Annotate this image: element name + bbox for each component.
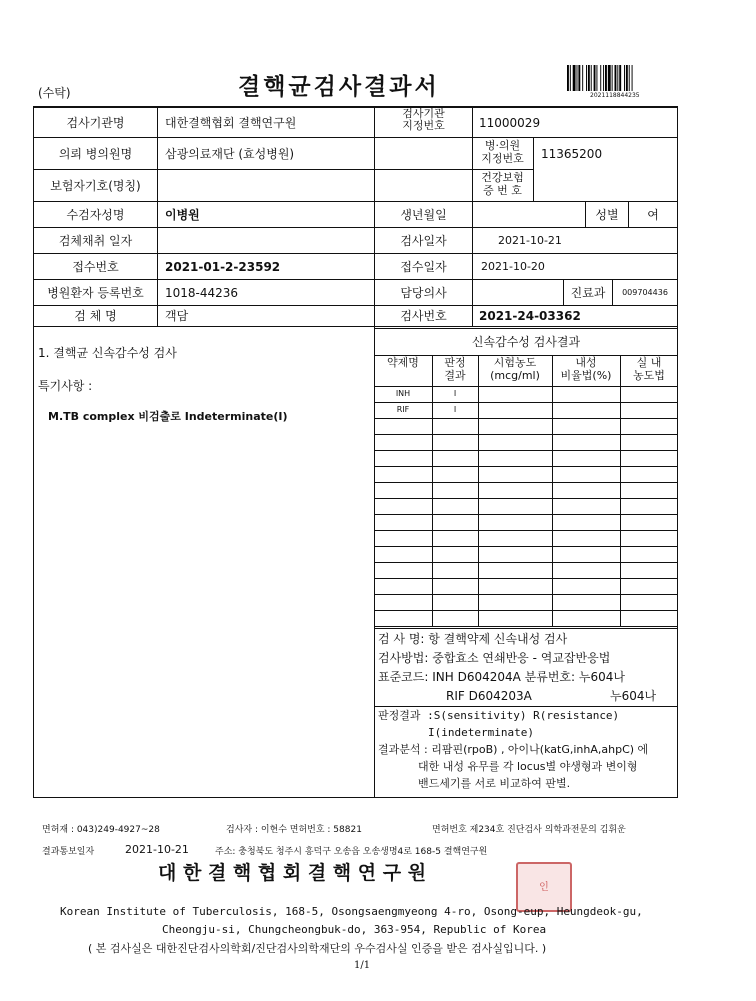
results-header-1: 판정 결과 bbox=[444, 356, 466, 382]
receipt-label: 접수번호 bbox=[72, 259, 119, 274]
testno-value: 2021-24-03362 bbox=[479, 309, 581, 323]
specimen-label: 검 체 명 bbox=[74, 309, 117, 323]
results-cell-1-0: RIF bbox=[396, 405, 410, 414]
method-code1: 표준코드: INH D604204A 분류번호: 누604나 bbox=[378, 670, 625, 684]
sex-label: 성별 bbox=[595, 207, 619, 222]
address-en-1: Korean Institute of Tuberculosis, 168-5, Osongsaengmyeong 4-ro, Osong-eup, Heungdeok-gu, bbox=[60, 905, 643, 918]
judge-line1: 판정결과 :S(sensitivity) R(resistance) bbox=[378, 709, 620, 722]
results-header-0: 약제명 bbox=[387, 356, 419, 369]
address-en-2: Cheongju-si, Chungcheongbuk-do, 363-954, Republic of Korea bbox=[162, 923, 547, 936]
dept-label: 진료과 bbox=[570, 285, 606, 300]
sex-value: 여 bbox=[647, 207, 659, 222]
test-item: 1. 결핵균 신속감수성 검사 bbox=[38, 346, 177, 360]
patient-label: 수검자성명 bbox=[66, 207, 125, 222]
results-header-2: 시험농도 (mcg/ml) bbox=[490, 356, 540, 382]
analysis-line2: 대한 내성 유무를 각 locus별 야생형과 변이형 bbox=[418, 760, 638, 773]
results-cell-0-0: INH bbox=[395, 389, 411, 398]
dept-value: 009704436 bbox=[622, 288, 668, 297]
patient-value: 이병원 bbox=[165, 207, 200, 222]
method-code2: RIF D604203A bbox=[446, 689, 532, 703]
footer-phone: 면허재 : 043)249-4927~28 bbox=[42, 825, 160, 835]
barcode bbox=[567, 65, 645, 91]
page-title: 결핵균검사결과서 bbox=[238, 74, 440, 100]
inst-no-label: 검사기관 지정번호 bbox=[402, 107, 445, 132]
testdate-label: 검사일자 bbox=[400, 233, 447, 248]
request-tag: (수탁) bbox=[38, 86, 71, 100]
footer-tester: 검사자 : 이현수 면허번호 : 58821 bbox=[226, 825, 362, 835]
specimen-value: 객담 bbox=[165, 309, 189, 323]
official-seal: 인 bbox=[516, 862, 572, 912]
results-header-3: 내성 비율법(%) bbox=[560, 356, 612, 382]
results-title: 신속감수성 검사결과 bbox=[471, 335, 581, 349]
judge-line2: I(indeterminate) bbox=[428, 726, 534, 739]
address-kr: 주소: 충청북도 청주시 흥덕구 오송읍 오송생명4로 168-5 결핵연구원 bbox=[215, 847, 488, 857]
recvdate-label: 접수일자 bbox=[400, 259, 447, 274]
footer-license: 면허번호 제234호 진단검사 의학과전문의 김휘운 bbox=[432, 825, 626, 835]
inst-no-value: 11000029 bbox=[479, 115, 541, 130]
doctor-label: 담당의사 bbox=[400, 285, 447, 300]
inst-value: 대한결핵협회 결핵연구원 bbox=[165, 115, 297, 130]
results-header-4: 실 내 농도법 bbox=[633, 356, 665, 382]
testno-label: 검사번호 bbox=[400, 309, 447, 323]
barcode-number: 2021118844235 bbox=[590, 92, 640, 99]
req-no-value: 11365200 bbox=[541, 146, 603, 161]
remarks-value: M.TB complex 비검출로 Indeterminate(I) bbox=[48, 410, 288, 423]
reg-value: 1018-44236 bbox=[165, 285, 239, 300]
analysis-line3: 밴드세기를 서로 비교하여 판별. bbox=[418, 777, 571, 790]
page-number: 1/1 bbox=[354, 960, 371, 971]
remarks-label: 특기사항 : bbox=[38, 379, 93, 393]
req-value: 삼광의료재단 (효성병원) bbox=[165, 146, 295, 161]
method-method: 검사방법: 중합효소 연쇄반응 - 역교잡반응법 bbox=[378, 651, 611, 665]
insurer-label: 보험자기호(명칭) bbox=[50, 178, 141, 193]
req-label: 의뢰 병의원명 bbox=[58, 146, 133, 161]
recvdate-value: 2021-10-20 bbox=[481, 260, 545, 273]
results-cell-1-1: I bbox=[453, 405, 457, 414]
results-cell-0-1: I bbox=[453, 389, 457, 398]
testdate-value: 2021-10-21 bbox=[498, 234, 562, 247]
reg-label: 병원환자 등록번호 bbox=[47, 285, 144, 300]
collect-label: 검체채취 일자 bbox=[58, 233, 133, 248]
method-code2-class: 누604나 bbox=[610, 689, 657, 703]
report-label: 결과통보일자 bbox=[42, 847, 95, 857]
dob-label: 생년월일 bbox=[400, 207, 447, 222]
req-no-label: 병·의원 지정번호 bbox=[481, 139, 524, 165]
analysis-line1: 결과분석 : 리팜핀(rpoB) , 아이나(katG,inhA,ahpC) 에 bbox=[378, 743, 649, 756]
receipt-value: 2021-01-2-23592 bbox=[165, 259, 281, 274]
inst-label: 검사기관명 bbox=[66, 115, 125, 130]
method-name: 검 사 명: 항 결핵약제 신속내성 검사 bbox=[378, 632, 568, 646]
certification-note: ( 본 검사실은 대한진단검사의학회/진단검사의학재단의 우수검사실 인증을 받은 검사실입니다. ) bbox=[88, 942, 547, 955]
org-name: 대 한 결 핵 협 회 결 핵 연 구 원 bbox=[158, 862, 427, 884]
report-date: 2021-10-21 bbox=[125, 843, 189, 856]
health-label: 건강보험 증 번 호 bbox=[481, 171, 524, 197]
